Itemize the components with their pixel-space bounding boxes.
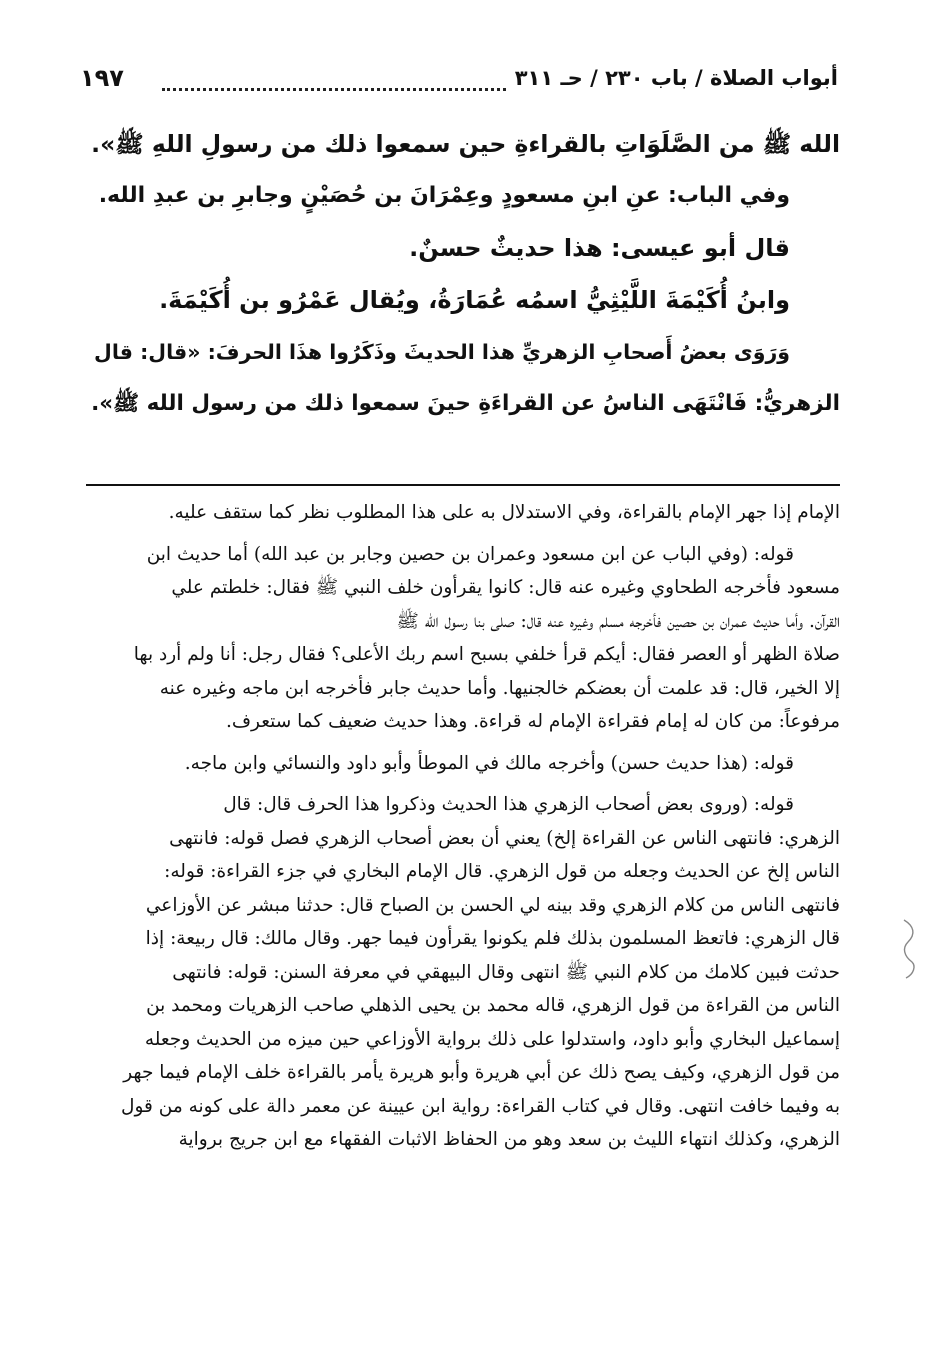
page-number: ١٩٧ [80, 64, 124, 92]
commentary-line: فانتهى الناس من كلام الزهري وقد بينه لي الحسن بن الصباح قال: حدثنا مبشر عن الأوزاعي [145, 894, 840, 916]
main-line: الزهريُّ: فَانْتَهَى الناسُ عن القراءَةِ حينَ سمعوا ذلك من رسول الله ﷺ». [91, 391, 840, 416]
hadith-main-text [86, 118, 840, 430]
section-divider [86, 484, 840, 486]
commentary-line: قوله: (وروى بعض أصحاب الزهري هذا الحديث وذكروا هذا الحرف قال: قال [223, 794, 794, 815]
commentary-line: حدثت فبين كلامك من كلام النبي ﷺ انتهى وقال البيهقي في معرفة السنن: قوله: فانتهى [172, 961, 840, 983]
commentary-line: قوله: (وفي الباب عن ابن مسعود وعمران بن حصين وجابر بن عبد الله) أما حديث ابن [146, 543, 794, 565]
commentary-line: صلاة الظهر أو العصر فقال: أيكم قرأ خلفي بسبح اسم ربك الأعلى؟ فقال رجل: أنا ولم أرد بها [133, 644, 840, 665]
commentary-line: به وفيما خافت انتهى. وقال في كتاب القراءة: رواية ابن عيينة عن معمر دالة على كونه من قول [121, 1095, 840, 1117]
commentary-line: الناس إلخ عن الحديث وجعله من قول الزهري. قال الإمام البخاري في جزء القراءة: قوله: [164, 861, 840, 882]
running-title: أبواب الصلاة / باب ٢٣٠ / حـ ٣١١ [514, 66, 838, 90]
commentary-line: الزهري، وكذلك انتهاء الليث بن سعد وهو من الحفاظ الاثبات الفقهاء مع ابن جريج برواية [178, 1129, 840, 1150]
commentary-line: قوله: (هذا حديث حسن) وأخرجه مالك في الموطأ وأبو داود والنسائي وابن ماجه. [184, 752, 794, 774]
commentary-line: قال الزهري: فاتعظ المسلمون بذلك فلم يكونوا يقرأون فيما جهر. وقال مالك: قال ربيعة: إذا [145, 928, 840, 949]
commentary-line: الإمام إذا جهر الإمام بالقراءة، وفي الاستدلال به على هذا المطلوب نظر كما ستقف عليه. [168, 502, 840, 523]
commentary-line: مرفوعاً: من كان له إمام فقراءة الإمام له قراءة. وهذا حديث ضعيف كما ستعرف. [225, 711, 840, 732]
main-line: وابنُ أُكَيْمَةَ اللَّيْثِيُّ اسمُه عُمَارَةُ، ويُقال عَمْرُو بن أُكَيْمَةَ. [159, 286, 790, 314]
commentary-line: الزهري: فانتهى الناس عن القراءة إلخ) يعني أن بعض أصحاب الزهري فصل قوله: فانتهى [169, 827, 840, 849]
main-line: وَرَوَى بعضُ أَصحابِ الزهريِّ هذا الحديثَ وذَكَرُوا هذَا الحرفَ: «قال: قال [94, 340, 790, 364]
commentary-line: مسعود فأخرجه الطحاوي وغيره عنه قال: كانوا يقرأون خلف النبي ﷺ فقال: خلطتم علي [171, 577, 840, 598]
commentary-text [86, 496, 840, 1157]
main-line: قال أبو عيسى: هذا حديثٌ حسنٌ. [409, 234, 790, 262]
margin-bracket-mark [898, 918, 920, 980]
main-line: الله ﷺ من الصَّلَوَاتِ بالقراءةِ حين سمعوا ذلك من رسولِ اللهِ ﷺ». [91, 130, 840, 158]
commentary-line: القرآن. وأما حديث عمران بن حصين فأخرجه مسلم وغيره عنه قال: صلى بنا رسول الله ﷺ [396, 610, 840, 632]
commentary-line: من قول الزهري، وكيف يصح ذلك عن أبي هريرة وأبو هريرة يأمر بالقراءة خلف الإمام فيما جهر [123, 1062, 840, 1083]
commentary-line: إلا الخير، قال: قد علمت أن بعضكم خالجنيها. وأما حديث جابر فأخرجه ابن ماجه وغيره عنه [159, 677, 840, 699]
main-line: وفي الباب: عنِ ابنِ مسعودٍ وعِمْرَانَ بن حُصَيْنٍ وجابرِ بن عبدِ الله. [98, 183, 790, 208]
running-header [70, 66, 838, 104]
commentary-line: إسماعيل البخاري وأبو داود، واستدلوا على ذلك برواية الأوزاعي حين ميزه من الحديث وجعله [144, 1028, 840, 1050]
commentary-line: الناس من القراءة من قول الزهري، قاله محمد بن يحيى الذهلي صاحب الزهريات ومحمد بن [146, 995, 840, 1016]
header-dotted-leader [162, 88, 506, 91]
